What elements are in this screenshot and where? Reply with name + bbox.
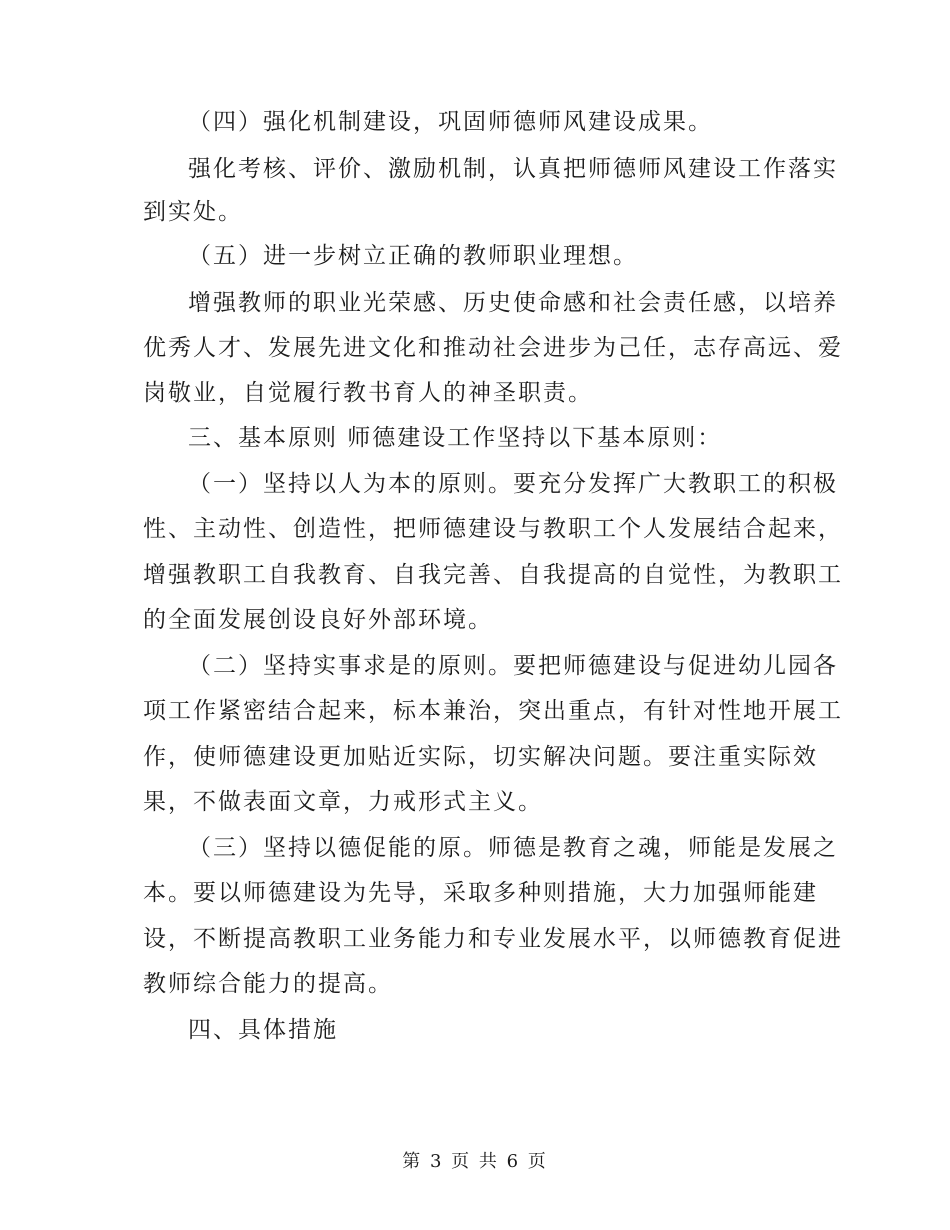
- text-line: 教师综合能力的提高。: [143, 971, 393, 997]
- text-line: 本。要以师德建设为先导，采取多种则措施，大力加强师能建: [143, 880, 818, 906]
- text-line: 的全面发展创设良好外部环境。: [143, 607, 493, 633]
- text-line: （五）进一步树立正确的教师职业理想。: [188, 243, 638, 269]
- text-line: 强化考核、评价、激励机制，认真把师德师风建设工作落实: [188, 156, 838, 182]
- text-line: （三）坚持以德促能的原。师德是教育之魂，师能是发展之: [188, 835, 838, 861]
- text-line: 性、主动性、创造性，把师德建设与教职工个人发展结合起来，: [143, 516, 843, 542]
- section-heading: 四、具体措施: [188, 1017, 338, 1043]
- text-line: 果，不做表面文章，力戒形式主义。: [143, 789, 543, 815]
- text-line: 岗敬业，自觉履行教书育人的神圣职责。: [143, 380, 593, 406]
- page-number-footer: 第 3 页 共 6 页: [402, 1151, 548, 1172]
- text-line: （四）强化机制建设，巩固师德师风建设成果。: [188, 109, 713, 135]
- text-line: 作，使师德建设更加贴近实际，切实解决问题。要注重实际效: [143, 744, 818, 770]
- text-line: 增强教职工自我教育、自我完善、自我提高的自觉性，为教职工: [143, 562, 843, 588]
- section-heading: 三、基本原则 师德建设工作坚持以下基本原则：: [188, 425, 723, 451]
- text-line: 到实处。: [143, 199, 243, 225]
- text-line: （一）坚持以人为本的原则。要充分发挥广大教职工的积极: [188, 471, 838, 497]
- text-line: （二）坚持实事求是的原则。要把师德建设与促进幼儿园各: [188, 653, 838, 679]
- text-line: 优秀人才、发展先进文化和推动社会进步为己任，志存高远、爱: [143, 335, 843, 361]
- text-line: 项工作紧密结合起来，标本兼治，突出重点，有针对性地开展工: [143, 698, 843, 724]
- text-line: 设，不断提高教职工业务能力和专业发展水平，以师德教育促进: [143, 926, 843, 952]
- text-line: 增强教师的职业光荣感、历史使命感和社会责任感，以培养: [188, 290, 838, 316]
